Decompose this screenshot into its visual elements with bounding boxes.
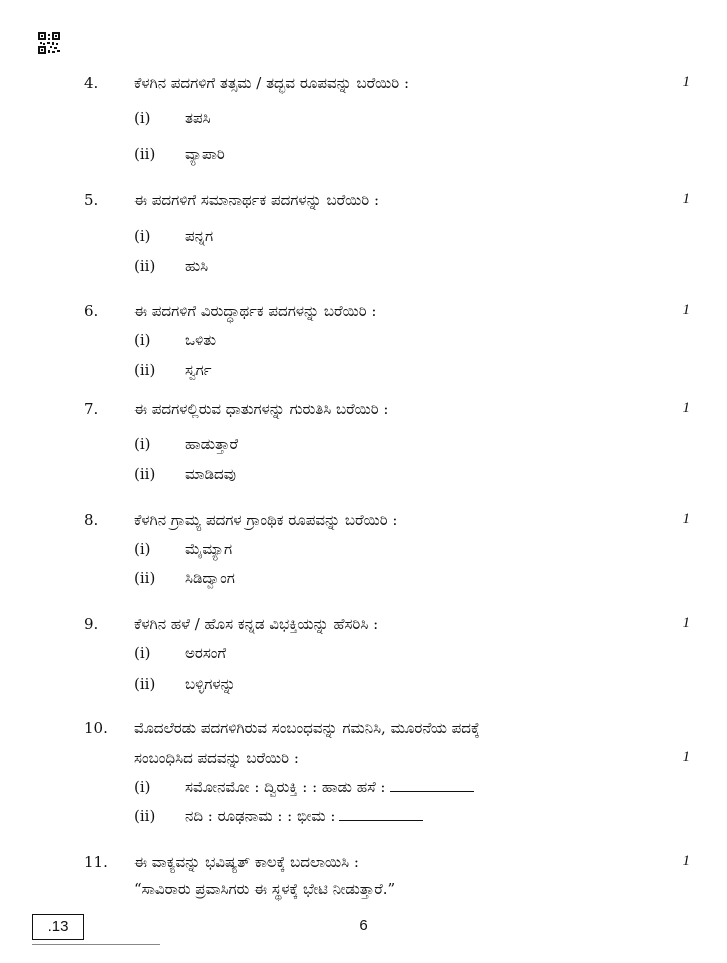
sub-question-row (185, 778, 474, 796)
question-marks: 1 (682, 615, 690, 631)
question-text: ಕೆಳಗಿನ ಹಳೆ / ಹೊಸ ಕನ್ನಡ ವಿಭಕ್ತಿಯನ್ನು ಹೆಸರಿಸಿ : (134, 615, 379, 633)
question-marks: 1 (682, 302, 690, 318)
sub-question-label: (ii) (134, 807, 156, 825)
question-text: ಈ ಪದಗಳಿಗೆ ಸಮಾನಾರ್ಥಕ ಪದಗಳನ್ನು ಬರೆಯಿರಿ : (134, 191, 380, 209)
question-number: 4. (84, 74, 99, 92)
footer-rule (32, 944, 160, 945)
sub-question-label: (ii) (134, 145, 156, 163)
question-number: 9. (84, 615, 99, 633)
question-number: 6. (84, 302, 99, 320)
sub-question-label: (i) (134, 540, 151, 558)
sub-question-label: (ii) (134, 465, 156, 483)
sub-question-label: (i) (134, 435, 151, 453)
sub-question-text: ನದಿ : ರೂಢನಾಮ : : ಭೀಮ : (185, 807, 336, 825)
sub-question-row (185, 807, 423, 825)
paper-code-box: .13 (32, 914, 84, 940)
question-text: ಕೆಳಗಿನ ಗ್ರಾಮ್ಯ ಪದಗಳ ಗ್ರಾಂಥಿಕ ರೂಪವನ್ನು ಬರೆಯಿರಿ : (134, 511, 398, 529)
sub-question-label: (ii) (134, 257, 156, 275)
answer-blank (339, 819, 423, 821)
sub-question-text: ಮೈಮ್ಯಾಗ (185, 540, 233, 558)
sub-question-text: ವ್ಯಾಪಾರಿ (185, 145, 225, 163)
sub-question-text: ತಪಸಿ (185, 109, 211, 127)
sub-question-text: ಪನ್ನಗ (185, 227, 214, 245)
question-number: 7. (84, 400, 99, 418)
question-marks: 1 (682, 74, 690, 90)
answer-blank (390, 790, 474, 792)
question-marks: 1 (682, 749, 690, 765)
sub-question-text: ಅರಸಂಗೆ (185, 644, 227, 662)
sub-question-label: (i) (134, 331, 151, 349)
question-marks: 1 (682, 853, 690, 869)
sub-question-label: (ii) (134, 361, 156, 379)
question-text: ಮೊದಲೆರಡು ಪದಗಳಿಗಿರುವ ಸಂಬಂಧವನ್ನು ಗಮನಿಸಿ, ಮೂರನೆಯ ಪದಕ್ಕೆ (134, 719, 480, 737)
sub-question-text: ಮಾಡಿದವು (185, 465, 236, 483)
question-number: 5. (84, 191, 99, 209)
question-marks: 1 (682, 511, 690, 527)
qr-code-icon (38, 32, 60, 54)
question-number: 8. (84, 511, 99, 529)
sub-question-text: ಸ್ವರ್ಗ (185, 361, 212, 379)
sub-question-label: (i) (134, 227, 151, 245)
sub-question-text: ಬಳ್ಳಿಗಳನ್ನು (185, 675, 236, 693)
sub-question-text: ಹಾಡುತ್ತಾರೆ (185, 435, 239, 453)
question-text: ಈ ವಾಕ್ಯವನ್ನು ಭವಿಷ್ಯತ್ ಕಾಲಕ್ಕೆ ಬದಲಾಯಿಸಿ : (134, 853, 359, 871)
sub-question-label: (i) (134, 109, 151, 127)
question-marks: 1 (682, 400, 690, 416)
question-text: ಕೆಳಗಿನ ಪದಗಳಿಗೆ ತತ್ಸಮ / ತದ್ಭವ ರೂಪವನ್ನು ಬರೆಯಿರಿ : (134, 74, 410, 92)
sub-question-label: (i) (134, 778, 151, 796)
question-text: ಈ ಪದಗಳಲ್ಲಿರುವ ಧಾತುಗಳನ್ನು ಗುರುತಿಸಿ ಬರೆಯಿರಿ : (134, 400, 389, 418)
question-number: 10. (84, 719, 108, 737)
question-number: 11. (84, 853, 108, 871)
sub-question-text: ಸಮೋನಮೋ : ದ್ವಿರುಕ್ತಿ : : ಹಾಡು ಹಸೆ : (185, 778, 386, 796)
sub-question-label: (ii) (134, 675, 156, 693)
page-number: 6 (359, 917, 368, 934)
question-marks: 1 (682, 191, 690, 207)
sub-question-text: ಹುಸಿ (185, 257, 209, 275)
quoted-sentence: “ಸಾವಿರಾರು ಪ್ರವಾಸಿಗರು ಈ ಸ್ಥಳಕ್ಕೆ ಭೇಟಿ ನೀಡುತ್ತಾರೆ.” (134, 880, 396, 898)
question-text-continued: ಸಂಬಂಧಿಸಿದ ಪದವನ್ನು ಬರೆಯಿರಿ : (134, 749, 299, 767)
sub-question-text: ಸಿಡಿದ್ವಾಂಗ (185, 569, 235, 587)
sub-question-text: ಒಳಿತು (185, 331, 216, 349)
sub-question-label: (ii) (134, 569, 156, 587)
question-text: ಈ ಪದಗಳಿಗೆ ವಿರುದ್ಧಾರ್ಥಕ ಪದಗಳನ್ನು ಬರೆಯಿರಿ : (134, 302, 377, 320)
sub-question-label: (i) (134, 644, 151, 662)
